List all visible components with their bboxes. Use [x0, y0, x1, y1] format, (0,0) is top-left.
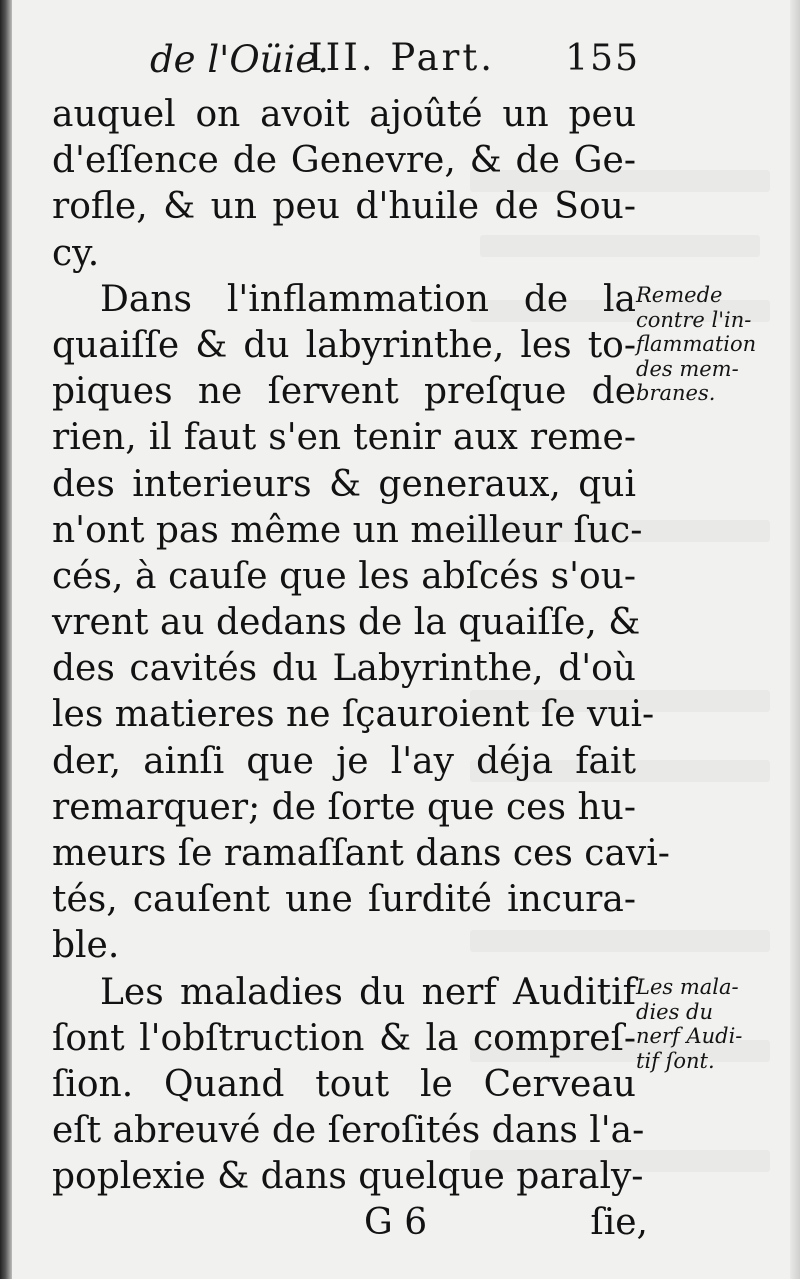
- text-line: rien, il faut s'en tenir aux reme-: [52, 417, 636, 459]
- text-line: tés, cauſent une ſurdité incura-: [52, 879, 636, 921]
- paragraph-start-line: Dans l'inflammation de la: [100, 278, 636, 320]
- text-line: poplexie & dans quelque paraly-: [52, 1156, 644, 1198]
- margin-note-maladies: [636, 975, 794, 1073]
- margin-note-line: contre l'in-: [636, 307, 752, 332]
- text-line: des cavités du Labyrinthe, d'où: [52, 648, 636, 690]
- text-line: quaiſſe & du labyrinthe, les to-: [52, 324, 636, 366]
- text-line: der, ainſi que je l'ay déja fait: [52, 740, 636, 782]
- margin-note-line: nerf Audi-: [636, 1024, 743, 1048]
- page-right-edge: [790, 0, 800, 1279]
- margin-note-line: flammation: [636, 332, 757, 356]
- margin-note-line: tif ſont.: [636, 1048, 715, 1073]
- running-header: [150, 30, 640, 92]
- text-line: piques ne ſervent preſque de: [52, 371, 636, 413]
- margin-note-line: des mem-: [636, 356, 739, 381]
- text-line: rofle, & un peu d'huile de Sou-: [52, 186, 636, 228]
- text-line: des interieurs & generaux, qui: [52, 463, 636, 505]
- text-line: n'ont pas même un meilleur ſuc-: [52, 509, 643, 551]
- text-line: cés, à cauſe que les abſcés s'ou-: [52, 555, 636, 597]
- page-left-edge-shadow: [0, 0, 12, 1279]
- part-label: III. Part.: [308, 36, 495, 79]
- text-line: d'eſſence de Genevre, & de Ge-: [52, 140, 636, 182]
- text-line: meurs ſe ramaſſant dans ces cavi-: [52, 833, 670, 874]
- running-title: de l'Oüie.: [150, 38, 330, 81]
- margin-note-line: Remede: [636, 283, 723, 307]
- margin-note-line: Les mala-: [636, 975, 739, 999]
- margin-note-line: branes.: [636, 381, 716, 405]
- catchword: ſie,: [590, 1202, 648, 1243]
- text-line: eſt abreuvé de ſeroſités dans l'a-: [52, 1110, 645, 1152]
- text-line: ble.: [52, 925, 120, 967]
- margin-note-line: dies du: [636, 999, 714, 1024]
- margin-note-remede: [636, 283, 794, 406]
- text-line: vrent au dedans de la quaiſſe, &: [52, 602, 641, 644]
- text-line: les matieres ne ſçauroient ſe vui-: [52, 694, 655, 736]
- text-line: cy.: [52, 232, 100, 274]
- signature-mark: G 6: [364, 1202, 428, 1243]
- page-footer: [52, 1200, 648, 1246]
- page-number: 155: [565, 38, 640, 79]
- text-line: remarquer; de ſorte que ces hu-: [52, 786, 636, 828]
- body-text: [52, 92, 670, 1201]
- text-line: ſont l'obſtruction & la compreſ-: [52, 1017, 636, 1059]
- paragraph-start-line: Les maladies du nerf Auditif: [100, 971, 636, 1013]
- text-line: auquel on avoit ajoûté un peu: [52, 94, 636, 135]
- text-line: ſion. Quand tout le Cerveau: [52, 1063, 636, 1105]
